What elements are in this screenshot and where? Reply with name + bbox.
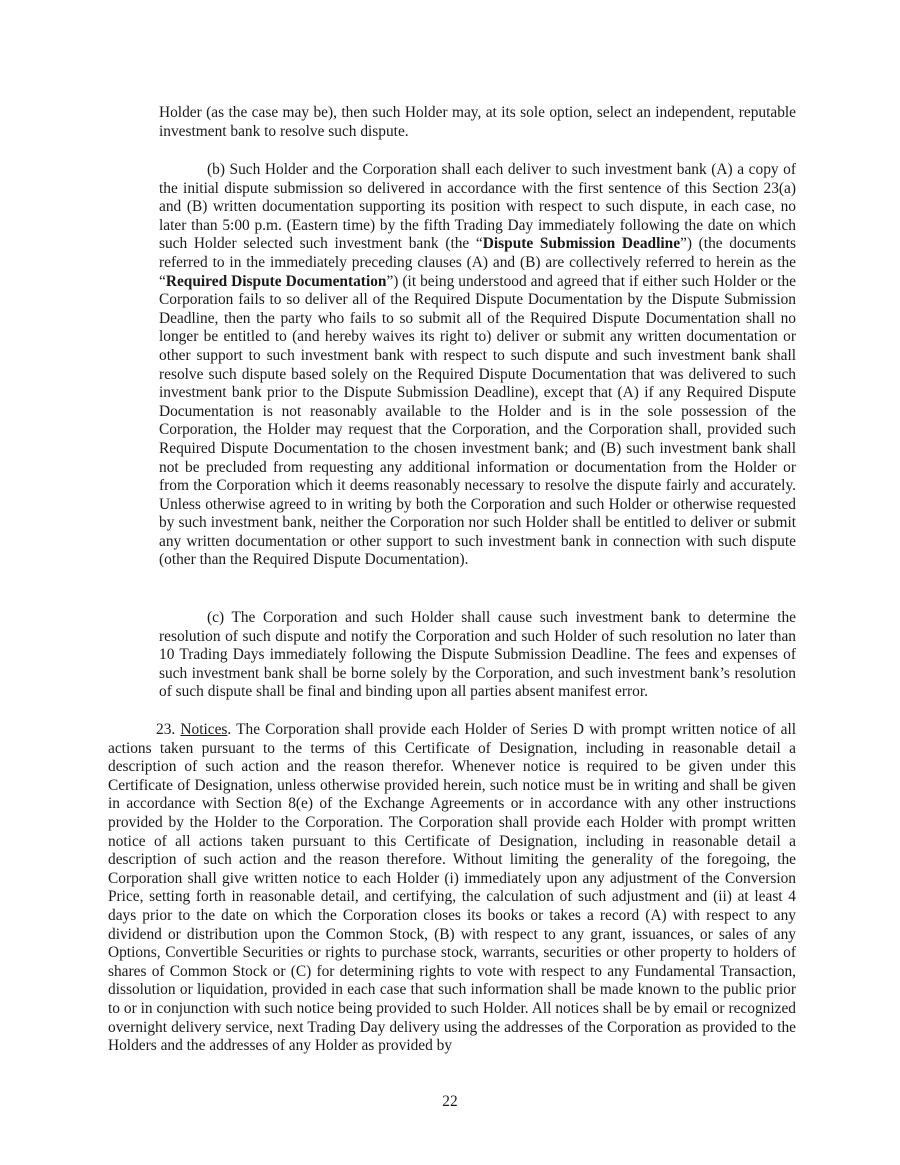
section-b-text-part2: ”) (the documents referred to in the immediately preceding clauses (A) and (B) are collectively referred to herein as the “	[159, 235, 796, 290]
defined-term-required-dispute-documentation: Required Dispute Documentation	[165, 272, 387, 290]
paragraph-intro	[159, 104, 796, 141]
section-b-text-part1: (b) Such Holder and the Corporation shall each deliver to such investment bank (A) a copy of the initial dispute submission so delivered in accordance with the first sentence of this Section 23(a) and (B) written documentation supporting its position with respect to such dispute, in each case, no later than 5:00 p.m. (Eastern time) by the fifth Trading Day immediately following the date on which such Holder selected such investment bank (the “	[159, 161, 796, 253]
section-23-text: . The Corporation shall provide each Holder of Series D with prompt written notice of all actions taken pursuant to the terms of this Certificate of Designation, including in reasonable detail a description of such action and the reason therefor. Whenever notice is required to be given under this Certificate of Designation, unless otherwise provided herein, such notice must be in writing and shall be given in accordance with Section 8(e) of the Exchange Agreements or in accordance with any other instructions provided by the Holder to the Corporation. The Corporation shall provide each Holder with prompt written notice of all actions taken pursuant to this Certificate of Designation, including in reasonable detail a description of such action and the reason therefore. Without limiting the generality of the foregoing, the Corporation shall give written notice to each Holder (i) immediately upon any adjustment of the Conversion Price, setting forth in reasonable detail, and certifying, the calculation of such adjustment and (ii) at least 4 days prior to the date on which the Corporation closes its books or takes a record (A) with respect to any dividend or distribution upon the Common Stock, (B) with respect to any grant, issuances, or sales of any Options, Convertible Securities or rights to purchase stock, warrants, securities or other property to holders of shares of Common Stock or (C) for determining rights to vote with respect to any Fundamental Transaction, dissolution or liquidation, provided in each case that such information shall be made known to the public prior to or in conjunction with such notice being provided to such Holder. All notices shall be by email or recognized overnight delivery service, next Trading Day delivery using the addresses of the Corporation as provided to the Holders and the addresses of any Holder as provided by	[108, 721, 796, 1055]
section-23-number: 23.	[156, 721, 176, 738]
defined-term-dispute-submission-deadline: Dispute Submission Deadline	[482, 235, 681, 253]
section-b-text-part3: ”) (it being understood and agreed that if either such Holder or the Corporation fails to so deliver all of the Required Dispute Documentation by the Dispute Submission Deadline, then the party who fails to so submit all of the Required Dispute Documentation shall no longer be entitled to (and hereby waives its right to) deliver or submit any written documentation or other support to such investment bank with respect to such dispute and such investment bank shall resolve such dispute based solely on the Required Dispute Documentation that was delivered to such investment bank prior to the Dispute Submission Deadline), except that (A) if any Required Dispute Documentation is not reasonably available to the Holder and is in the sole possession of the Corporation, the Holder may request that the Corporation, and the Corporation shall, provided such Required Dispute Documentation to the chosen investment bank; and (B) such investment bank shall not be precluded from requesting any additional information or documentation from the Holder or from the Corporation which it deems reasonably necessary to resolve the dispute fairly and accurately. Unless otherwise agreed to in writing by both the Corporation and such Holder or otherwise requested by such investment bank, neither the Corporation nor such Holder shall be entitled to deliver or submit any written documentation or other support to such investment bank in connection with such dispute (other than the Required Dispute Documentation).	[159, 272, 796, 569]
page-number: 22	[442, 1093, 458, 1110]
paragraph-section-23-notices	[108, 721, 796, 1056]
section-c-text: (c) The Corporation and such Holder shall cause such investment bank to determine the resolution of such dispute and notify the Corporation and such Holder of such resolution no later than 10 Trading Days immediately following the Dispute Submission Deadline. The fees and expenses of such investment bank shall be borne solely by the Corporation, and such investment bank’s resolution of such dispute shall be final and binding upon all parties absent manifest error.	[159, 609, 796, 701]
paragraph-section-c	[159, 609, 796, 702]
paragraph-section-b	[159, 161, 796, 570]
paragraph-intro-text: Holder (as the case may be), then such Holder may, at its sole option, select an independent, reputable investment bank to resolve such dispute.	[159, 104, 796, 140]
section-23-heading: Notices	[180, 721, 228, 738]
